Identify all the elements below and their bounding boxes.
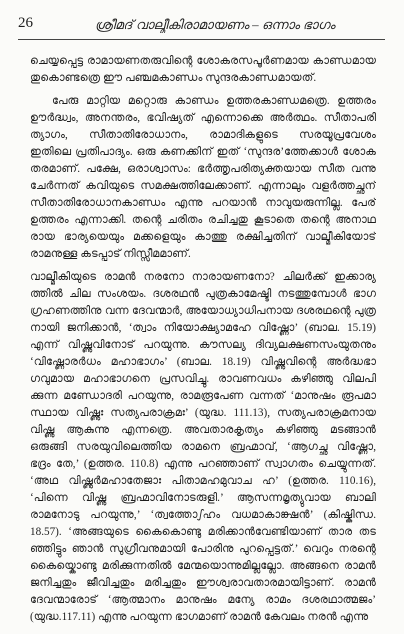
text-line: ഗവുമായ മഹാഭാഗനെ പ്രസവിച്ചു. രാവണവധം കഴിഞ്ഞു വിലപി bbox=[30, 373, 376, 385]
text-line: ദേവന്മാരോട് ‘ആത്മാനം മാനുഷം മന്യേ രാമം ദശരഥാത്മജം’ bbox=[30, 594, 376, 606]
text-line: എന്ന് വിഷ്ണുവിനോട് പറയുന്നു. കൗസല്യ ദിവ്യലക്ഷണസംയുതനും bbox=[30, 339, 376, 351]
text-line: ഞ്ഞിട്ടും ഞാൻ സുഗ്രീവനുമായി പോരിനു പുറപ്പെട്ടത്.’ വെറും നരന്റെ bbox=[30, 543, 376, 555]
text-line: തുകൊണ്ടത്രെ ഈ പഞ്ചമകാണ്ഡം സുന്ദരകാണ്ഡമായത്. bbox=[30, 72, 317, 84]
text-line: (യുദ്ധ.117.11) എന്നു പറയുന്ന ഭാഗമാണ് രാമൻ കേവലം നരൻ എന്നു bbox=[30, 611, 369, 623]
text-line: സീതാതിരോധാനകാണ്ഡം എന്നു പറയാൻ നാവുയരുന്നില്ല. പേര് bbox=[30, 197, 376, 209]
text-line: ഗ്രഹണത്തിനു വന്ന ദേവന്മാർ, അയോധ്യാധിപനായ ദശരഥന്റെ പുത്ര bbox=[30, 305, 376, 317]
text-line: ഇതിലെ പ്രതിപാദ്യം. ഒരു കണക്കിന് ഇത് ‘സുന്ദര’ത്തേക്കാൾ ശോക bbox=[30, 146, 376, 158]
text-line: ഭദ്രം തേ,’ (ഉത്തര. 110.8) എന്നു പറഞ്ഞാണ് സ്വാഗതം ചെയ്യുന്നത്. bbox=[30, 458, 376, 470]
text-line: തരമാണ്. പക്ഷേ, ഒരാശ്വാസം: ഭർത്തൃപരിത്യക്തയായ സീത വന്നു bbox=[30, 163, 376, 175]
text-line: ചേർന്നത് കവിയുടെ സമക്ഷത്തിലേക്കാണ്. എന്നാലും വളർത്തച്ഛന് bbox=[30, 180, 376, 192]
text-line: വാല്മീകിയുടെ രാമൻ നരനോ നാരായണനോ? ചിലർക്ക് ഇക്കാര്യ bbox=[30, 271, 376, 283]
paragraph bbox=[30, 53, 376, 87]
text-line: ക്കുന്ന മണ്ഡോദരി പറയുന്നു, രാമരൂപേണ വന്നത് ‘മാനുഷം രൂപമാ bbox=[30, 390, 376, 402]
text-line: ‘അഥ വിഷ്ണുർമഹാതേജാഃ പിതാമഹമുവാച ഹ’ (ഉത്തര. 110.16), bbox=[30, 475, 376, 487]
text-line: ഒരുങ്ങി സരയുവിലെത്തിയ രാമനെ ബ്രഹ്മാവ്, ‘ആഗച്ഛ വിഷ്ണോ, bbox=[30, 441, 376, 453]
text-line: 18.57). ‘അങ്ങയുടെ കൈകൊണ്ടു മരിക്കാൻവേണ്ടിയാണ് താര തട bbox=[30, 526, 376, 538]
running-header-title: ശ്രീമദ് വാല്മീകിരാമായണം – ഒന്നാം ഭാഗം bbox=[94, 17, 336, 32]
text-line: സ്ഥായ വിഷ്ണുഃ സത്യപരാക്രമഃ’ (യുദ്ധ. 111.13), സത്യപരാക്രമനായ bbox=[30, 407, 376, 419]
text-line: രായ ഭാര്യയെയും മക്കളെയും കാത്തു രക്ഷിച്ചതിന് വാല്മീകിയോട് bbox=[30, 231, 376, 243]
header-rule bbox=[18, 39, 385, 40]
text-line: നായി ജനിക്കാൻ, ‘ത്വാം നിയോക്ഷ്യാമഹേ വിഷ്ണോ’ (ബാല. 15.19) bbox=[30, 322, 376, 334]
text-line: ‘വിഷ്ണോരർധം മഹാഭാഗം’ (ബാല. 18.19) വിഷ്ണുവിന്റെ അർദ്ധഭാ bbox=[30, 356, 376, 368]
text-line: ജനിച്ചതും ജീവിച്ചതും മരിച്ചതും ഈശ്വരാവതാരമായിട്ടാണ്. രാമൻ bbox=[30, 577, 376, 589]
paragraph bbox=[30, 269, 376, 626]
page-number: 26 bbox=[18, 15, 33, 31]
text-line: രാമനോടു പറയുന്നു,’ ‘ത്വത്തോഽഹം വധമാകാങ്ക്ഷൻ’ (കിഷ്കിന്ധ. bbox=[30, 509, 376, 521]
body-text bbox=[30, 53, 376, 626]
text-line: ചെയ്യപ്പെട്ട രാമായണതരുവിന്റെ ശോകരസപൂർണമായ കാണ്ഡമായ bbox=[30, 55, 376, 67]
text-line: കൈയ്കൊണ്ടു മരിക്കുന്നതിൽ മേന്മയൊന്നുമില്ലല്ലോ. അങ്ങനെ രാമൻ bbox=[30, 560, 376, 572]
text-line: ഉത്തരം എന്നാക്കി. തന്റെ ചരിതം രചിച്ചതു കൂടാതെ തന്റെ അനാഥ bbox=[30, 214, 376, 226]
paragraph bbox=[30, 93, 376, 263]
text-line: രാമനുള്ള കടപ്പാട് നിസ്സീമമാണ്. bbox=[30, 248, 191, 260]
text-line: ‘പിന്നെ വിഷ്ണു ബ്രഹ്മാവിനോടരുളി.’ ആസന്നമൃത്യുവായ ബാലി bbox=[30, 492, 376, 504]
text-line: ഊർദ്ധ്വം, അനന്തരം, ഭവിഷ്യത് എന്നൊക്കെ അർത്ഥം. സീതാപരി bbox=[30, 112, 376, 124]
text-line: വിഷ്ണു ആകുന്നു എന്നത്രെ. അവതാരകൃത്യം കഴിഞ്ഞു മടങ്ങാൻ bbox=[30, 424, 376, 436]
text-line: പേരു മാറ്റിയ മറ്റൊരു കാണ്ഡം ഉത്തരകാണ്ഡമത്രെ. ഉത്തരം bbox=[52, 95, 376, 107]
text-line: ത്യാഗം, സീതാതിരോധാനം, രാമാദികളുടെ സരയൂപ്രവേശം bbox=[30, 129, 376, 141]
text-line: ത്തിൽ ചില സംശയം. ദശരഥൻ പുത്രകാമേഷ്ടി നടത്തുമ്പോൾ ഭാഗ bbox=[30, 288, 376, 300]
